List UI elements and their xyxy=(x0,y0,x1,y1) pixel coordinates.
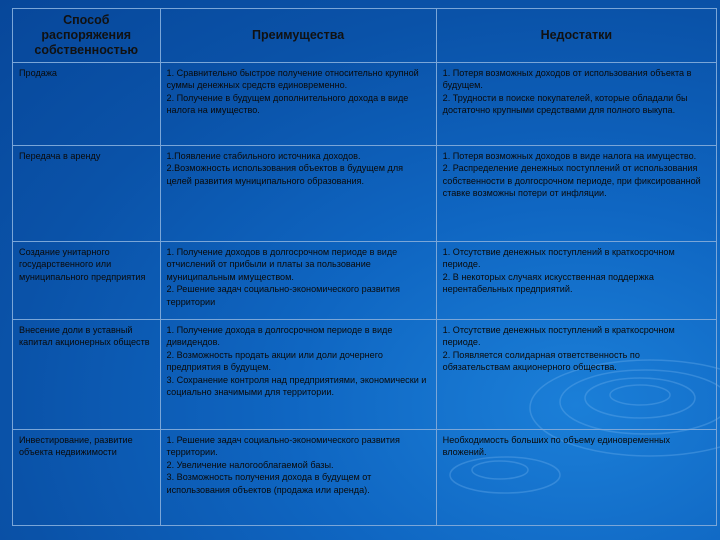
row-disadvantages: 1. Отсутствие денежных поступлений в краткосрочном периоде. 2. В некоторых случаях искусственная поддержка нерентабельных предприятий. xyxy=(436,242,716,320)
row-advantages: 1. Сравнительно быстрое получение относительно крупной суммы денежных средств единовременно. 2. Получение в будущем дополнительного дохода в виде налога на имущество. xyxy=(160,63,436,146)
row-disadvantages: 1. Потеря возможных доходов от использования объекта в будущем. 2. Трудности в поиске покупателей, которые обладали бы достаточно крупными средствами для полного выкупа. xyxy=(436,63,716,146)
row-advantages: 1.Появление стабильного источника доходов. 2.Возможность использования объектов в будущем для целей развития муниципального образования. xyxy=(160,146,436,242)
row-advantages: 1. Получение доходов в долгосрочном периоде в виде отчислений от прибыли и платы за пользование муниципальным имуществом. 2. Решение задач социально-экономического развития территории xyxy=(160,242,436,320)
row-advantages: 1. Решение задач социально-экономического развития территории. 2. Увеличение налогооблагаемой базы. 3. Возможность получения дохода в будущем от использования объектов (продажа или аренда). xyxy=(160,430,436,526)
row-disadvantages: 1. Отсутствие денежных поступлений в краткосрочном периоде. 2. Появляется солидарная ответственность по обязательствам акционерного общества. xyxy=(436,320,716,430)
row-method: Продажа xyxy=(13,63,161,146)
header-disadvantages: Недостатки xyxy=(436,9,716,63)
ownership-disposal-table xyxy=(12,8,717,526)
row-method: Создание унитарного государственного или муниципального предприятия xyxy=(13,242,161,320)
row-disadvantages: 1. Потеря возможных доходов в виде налога на имущество. 2. Распределение денежных поступлений от использования собственности в долгосрочном периоде, при фиксированной ставке возможны потери от инфляции. xyxy=(436,146,716,242)
table-row xyxy=(13,430,717,526)
header-advantages: Преимущества xyxy=(160,9,436,63)
table-row xyxy=(13,146,717,242)
table-header-row xyxy=(13,9,717,63)
row-method: Передача в аренду xyxy=(13,146,161,242)
row-disadvantages: Необходимость больших по объему единовременных вложений. xyxy=(436,430,716,526)
row-method: Внесение доли в уставный капитал акционерных обществ xyxy=(13,320,161,430)
row-advantages: 1. Получение дохода в долгосрочном периоде в виде дивидендов. 2. Возможность продать акции или доли дочернего предприятия в будущем. 3. Сохранение контроля над предприятиями, экономически и социально значимыми для территории. xyxy=(160,320,436,430)
table-row xyxy=(13,63,717,146)
row-method: Инвестирование, развитие объекта недвижимости xyxy=(13,430,161,526)
table-row xyxy=(13,320,717,430)
table-row xyxy=(13,242,717,320)
header-method: Способ распоряжения собственностью xyxy=(13,9,161,63)
